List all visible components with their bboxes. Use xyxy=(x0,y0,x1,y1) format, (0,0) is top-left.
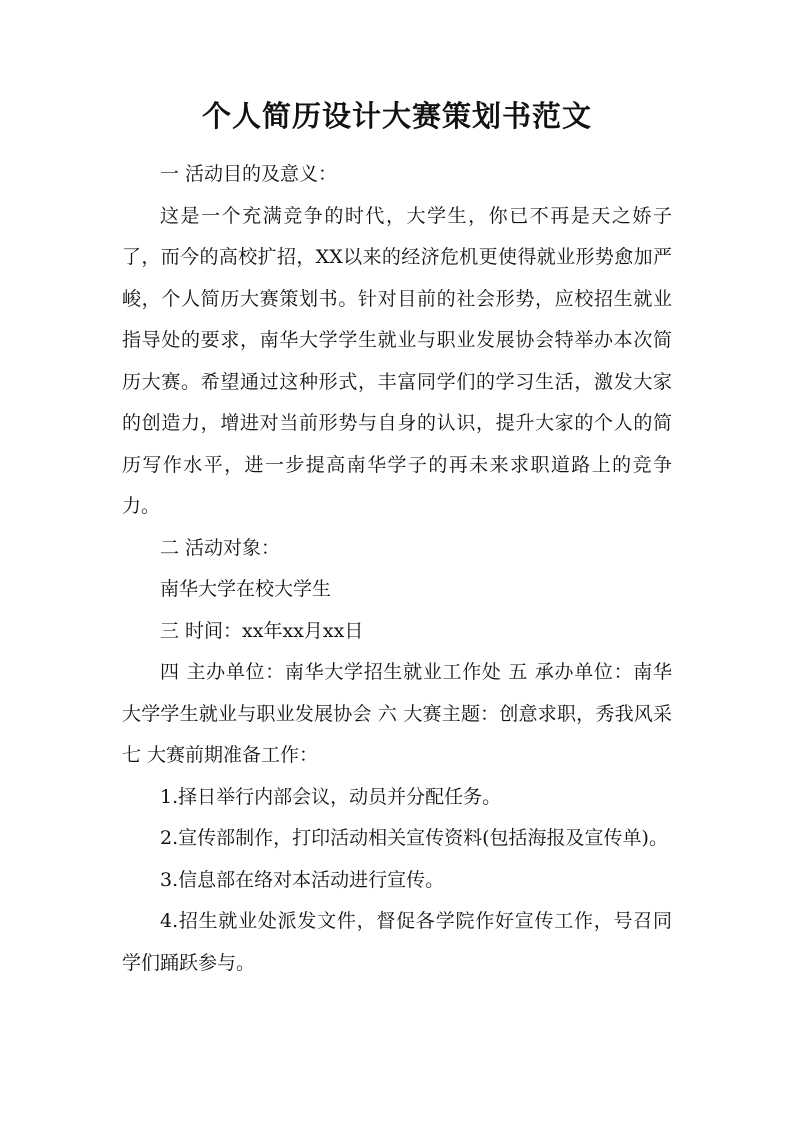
list-item-1: 1.择日举行内部会议，动员并分配任务。 xyxy=(160,785,502,808)
paragraph-organizers: 四 主办单位：南华大学招生就业工作处 五 承办单位：南华大学学生就业与职业发展协会 六 大赛主题：创意求职，秀我风采 七 大赛前期准备工作： xyxy=(122,661,672,766)
document-title: 个人简历设计大赛策划书范文 xyxy=(201,99,592,133)
list-item-3: 3.信息部在络对本活动进行宣传。 xyxy=(160,868,445,891)
section-heading-time: 三 时间：xx年xx月xx日 xyxy=(160,619,364,642)
section-heading-audience: 二 活动对象： xyxy=(160,536,281,559)
paragraph-purpose: 这是一个充满竞争的时代，大学生，你已不再是天之娇子了，而今的高校扩招，XX以来的经济危机更使得就业形势愈加严峻，个人简历大赛策划书。针对目前的社会形势，应校招生就业指导处的要求，南华大学学生就业与职业发展协会特举办本次简历大赛。希望通过这种形式，丰富同学们的学习生活，激发大家的创造力，增进对当前形势与自身的认识，提升大家的个人的简历写作水平，进一步提高南华学子的再未来求职道路上的竞争力。 xyxy=(122,204,672,517)
list-item-2: 2.宣传部制作，打印活动相关宣传资料(包括海报及宣传单)。 xyxy=(160,827,668,849)
paragraph-audience: 南华大学在校大学生 xyxy=(160,578,332,600)
list-item-4: 4.招生就业处派发文件，督促各学院作好宣传工作，号召同学们踊跃参与。 xyxy=(122,910,672,974)
document-body xyxy=(122,154,672,984)
section-heading-purpose: 一 活动目的及意义： xyxy=(160,163,338,185)
